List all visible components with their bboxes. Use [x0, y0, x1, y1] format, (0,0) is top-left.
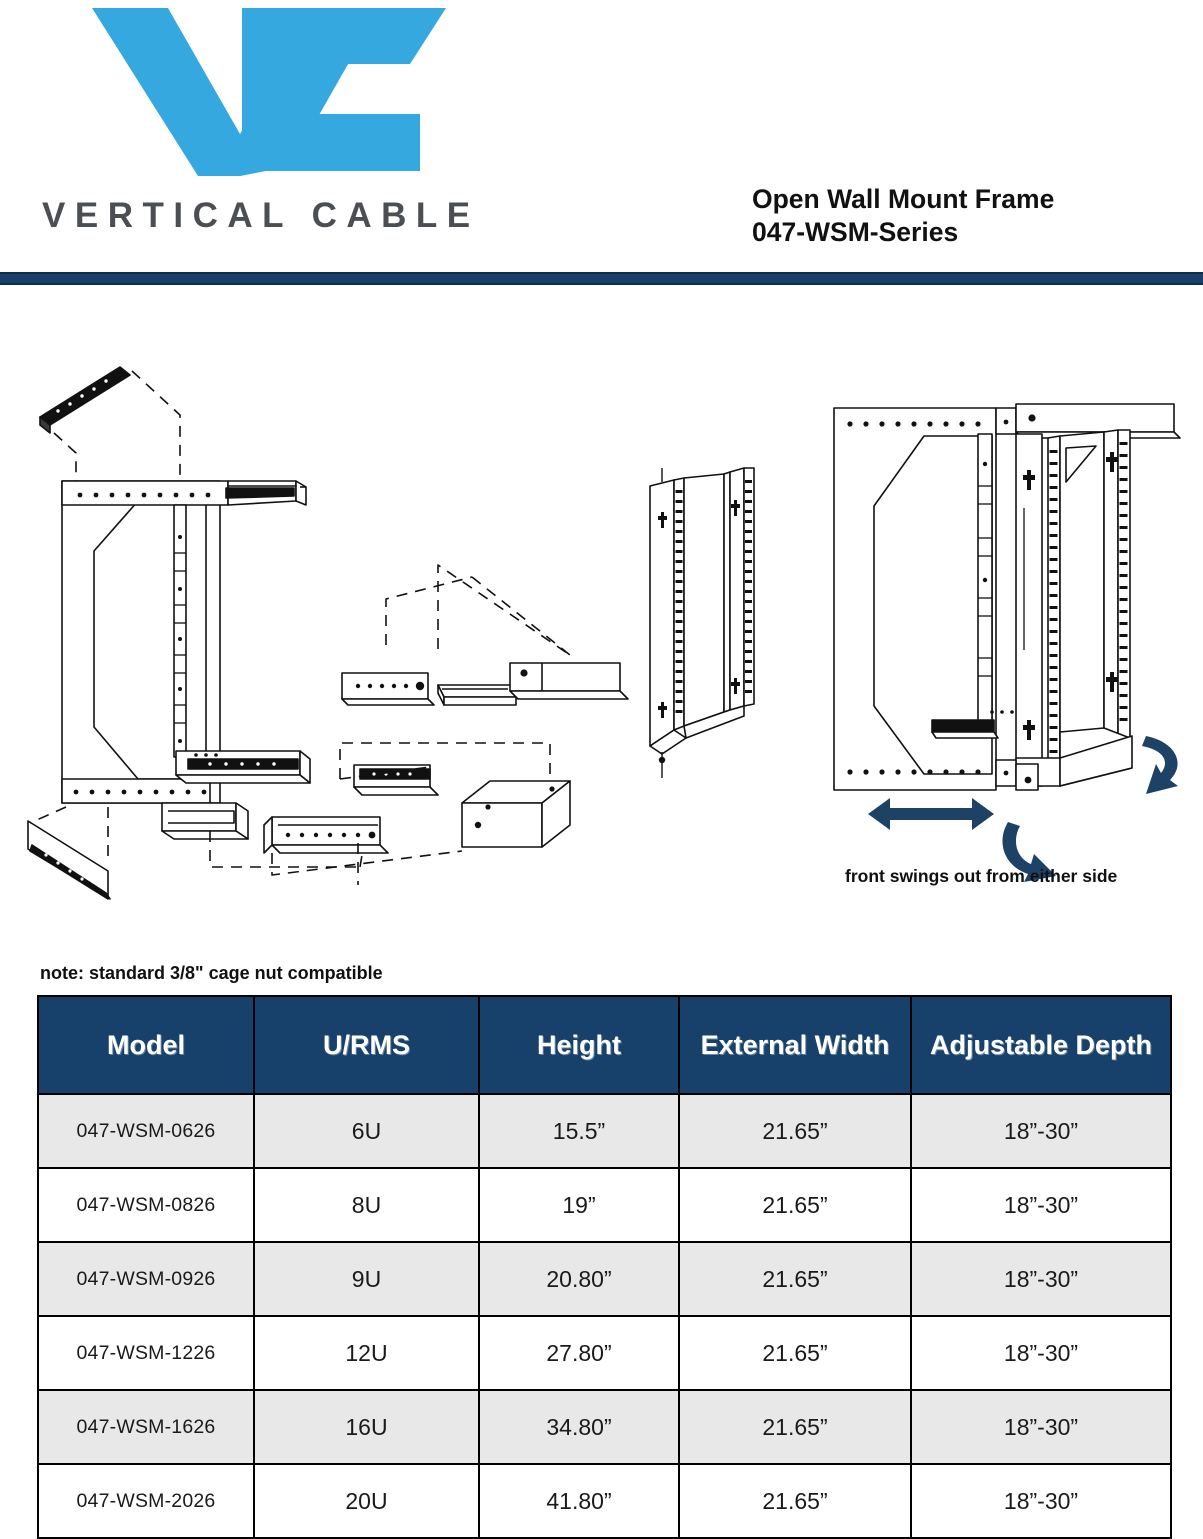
table-row: [38, 1316, 1171, 1390]
cell-urms: 6U: [254, 1094, 479, 1168]
cell-height: 19”: [479, 1168, 679, 1242]
cell-height: 41.80”: [479, 1464, 679, 1538]
brand-wordmark: VERTICAL CABLE: [42, 196, 480, 235]
swing-caption: front swings out from either side: [845, 866, 1118, 886]
column-header-height: Height: [479, 996, 679, 1094]
product-title: [752, 183, 1182, 249]
cell-depth: 18”-30”: [911, 1168, 1171, 1242]
header-divider: [0, 272, 1203, 285]
cell-urms: 8U: [254, 1168, 479, 1242]
column-header-adjustable-depth: Adjustable Depth: [911, 996, 1171, 1094]
cell-width: 21.65”: [679, 1390, 911, 1464]
cell-model: 047-WSM-1626: [38, 1390, 254, 1464]
cell-urms: 9U: [254, 1242, 479, 1316]
column-header-urms: U/RMS: [254, 996, 479, 1094]
cell-height: 34.80”: [479, 1390, 679, 1464]
assembled-frame-diagram: [820, 390, 1195, 890]
exploded-assembly-diagram: [10, 355, 630, 855]
table-row: [38, 1168, 1171, 1242]
cell-width: 21.65”: [679, 1464, 911, 1538]
brand-logo-block: [42, 6, 512, 256]
product-diagrams: [0, 300, 1203, 920]
table-header-row: [38, 996, 1171, 1094]
product-title-line1: Open Wall Mount Frame: [752, 184, 1055, 214]
vc-monogram-logo-icon: [90, 6, 450, 181]
page-header: [0, 0, 1203, 290]
cell-urms: 12U: [254, 1316, 479, 1390]
cell-depth: 18”-30”: [911, 1242, 1171, 1316]
cage-nut-note: note: standard 3/8" cage nut compatible: [40, 963, 383, 983]
cell-model: 047-WSM-0826: [38, 1168, 254, 1242]
table-row: [38, 1094, 1171, 1168]
cell-width: 21.65”: [679, 1094, 911, 1168]
table-row: [38, 1242, 1171, 1316]
cell-urms: 16U: [254, 1390, 479, 1464]
cell-depth: 18”-30”: [911, 1094, 1171, 1168]
product-title-line2: 047-WSM-Series: [752, 217, 959, 247]
cell-height: 27.80”: [479, 1316, 679, 1390]
specification-table: [37, 995, 1170, 1539]
cell-model: 047-WSM-0926: [38, 1242, 254, 1316]
column-header-model: Model: [38, 996, 254, 1094]
cell-model: 047-WSM-2026: [38, 1464, 254, 1538]
cell-width: 21.65”: [679, 1316, 911, 1390]
cell-model: 047-WSM-1226: [38, 1316, 254, 1390]
cell-urms: 20U: [254, 1464, 479, 1538]
cell-depth: 18”-30”: [911, 1464, 1171, 1538]
cell-model: 047-WSM-0626: [38, 1094, 254, 1168]
cell-height: 20.80”: [479, 1242, 679, 1316]
cell-width: 21.65”: [679, 1168, 911, 1242]
table-row: [38, 1464, 1171, 1538]
cell-depth: 18”-30”: [911, 1390, 1171, 1464]
cell-height: 15.5”: [479, 1094, 679, 1168]
column-header-external-width: External Width: [679, 996, 911, 1094]
cell-depth: 18”-30”: [911, 1316, 1171, 1390]
side-rail-panel-diagram: [640, 460, 810, 790]
table-row: [38, 1390, 1171, 1464]
cell-width: 21.65”: [679, 1242, 911, 1316]
